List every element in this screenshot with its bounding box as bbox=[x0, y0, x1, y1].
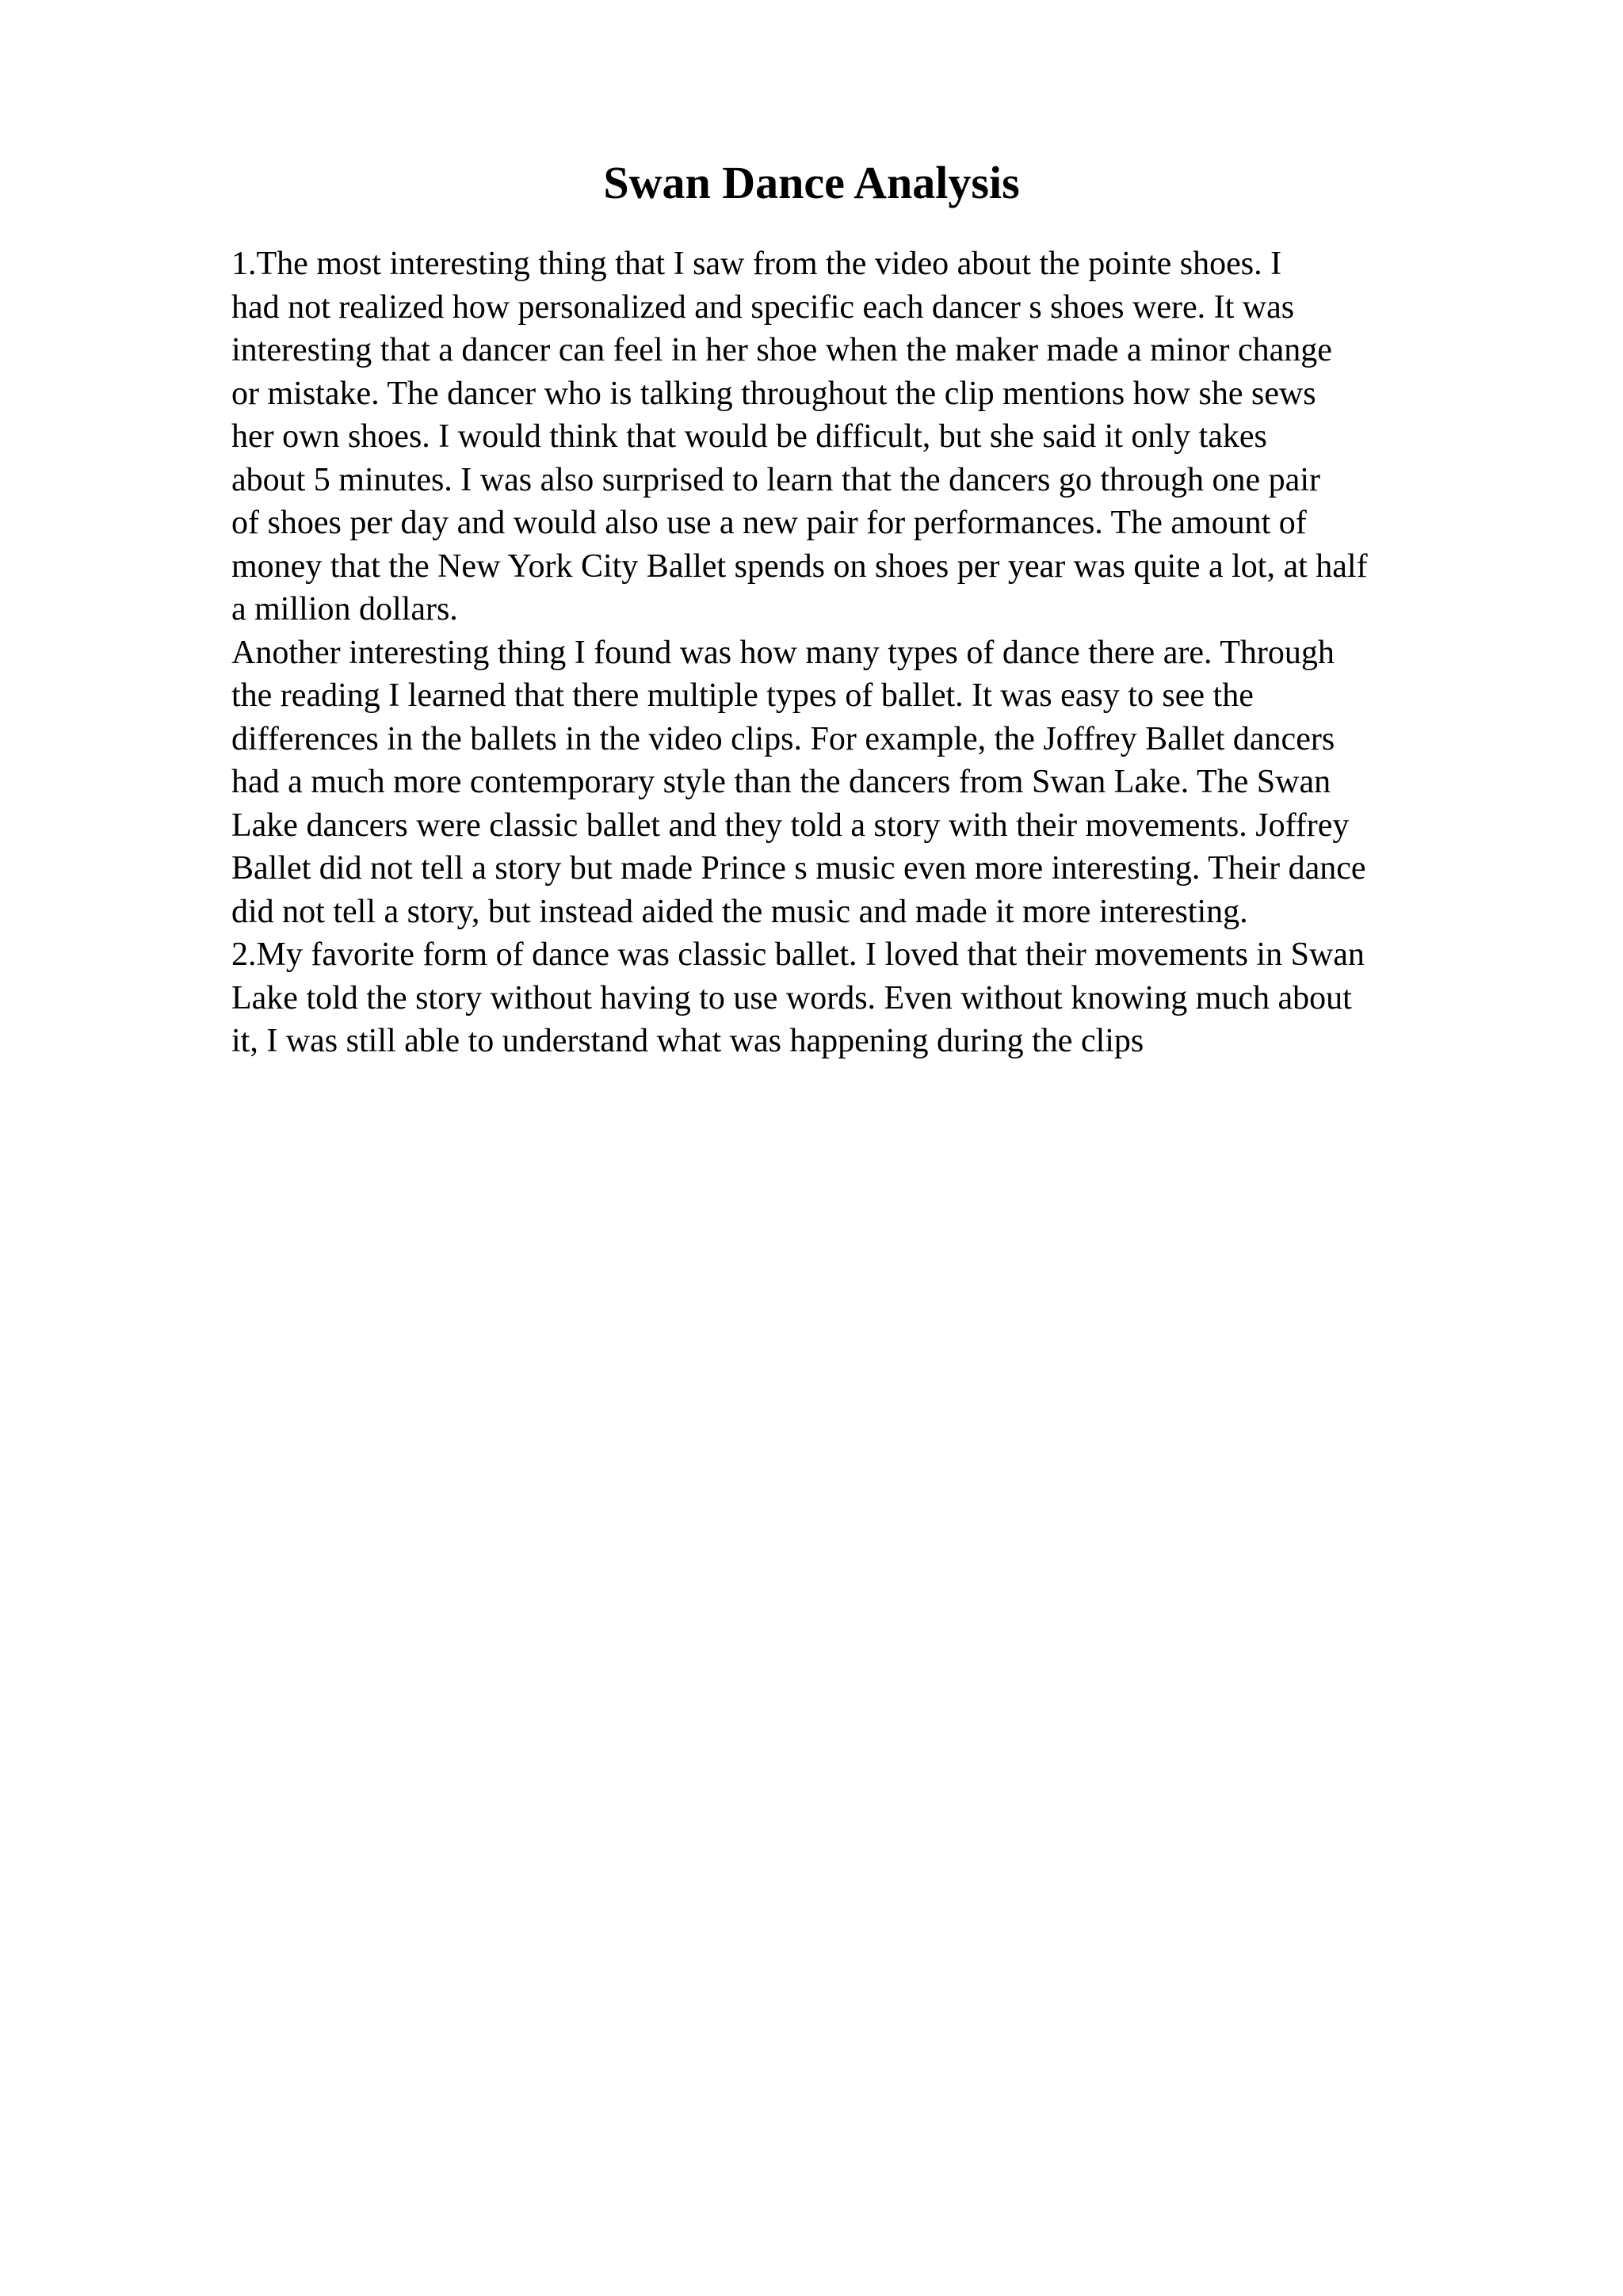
body-line: had a much more contemporary style than the dancers from Swan Lake. The Swan bbox=[231, 764, 1331, 800]
document-body bbox=[231, 242, 1515, 1063]
body-line: interesting that a dancer can feel in her shoe when the maker made a minor change bbox=[231, 332, 1332, 368]
body-line: Another interesting thing I found was how many types of dance there are. Through bbox=[231, 634, 1335, 671]
body-line: it, I was still able to understand what was happening during the clips bbox=[231, 1023, 1144, 1059]
body-line: the reading I learned that there multiple types of ballet. It was easy to see the bbox=[231, 677, 1254, 714]
body-line: of shoes per day and would also use a new pair for performances. The amount of bbox=[231, 505, 1307, 541]
document-title: Swan Dance Analysis bbox=[603, 157, 1020, 208]
body-line: did not tell a story, but instead aided the music and made it more interesting. bbox=[231, 893, 1248, 930]
body-line: 2.My favorite form of dance was classic ballet. I loved that their movements in Swan bbox=[231, 936, 1365, 973]
body-line: 1.The most interesting thing that I saw from the video about the pointe shoes. I bbox=[231, 246, 1282, 282]
body-line: her own shoes. I would think that would be difficult, but she said it only takes bbox=[231, 418, 1267, 455]
body-line: had not realized how personalized and specific each dancer s shoes were. It was bbox=[231, 288, 1295, 326]
body-line: Lake told the story without having to use words. Even without knowing much about bbox=[231, 979, 1352, 1016]
body-line: differences in the ballets in the video clips. For example, the Joffrey Ballet dancers bbox=[231, 720, 1335, 757]
body-line: or mistake. The dancer who is talking throughout the clip mentions how she sews bbox=[231, 375, 1316, 412]
body-line: Ballet did not tell a story but made Prince s music even more interesting. Their dance bbox=[231, 850, 1366, 887]
body-line: money that the New York City Ballet spends on shoes per year was quite a lot, at half bbox=[231, 547, 1368, 585]
body-line: Lake dancers were classic ballet and they told a story with their movements. Joffrey bbox=[231, 807, 1350, 844]
body-line: about 5 minutes. I was also surprised to learn that the dancers go through one pair bbox=[231, 461, 1320, 498]
body-line: a million dollars. bbox=[231, 591, 458, 627]
